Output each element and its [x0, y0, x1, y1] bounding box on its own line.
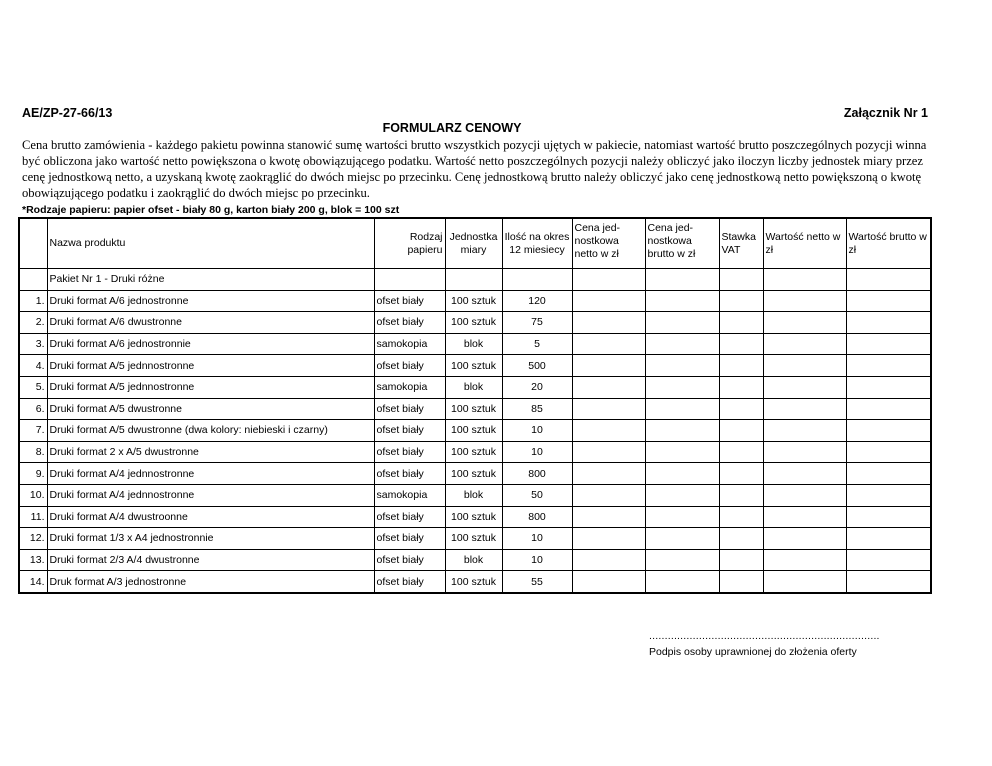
unit-gross-price-cell	[645, 312, 719, 334]
header-unit: Jednostka miary	[445, 218, 502, 269]
package-title: Pakiet Nr 1 - Druki różne	[47, 269, 374, 291]
package-no-cell	[19, 269, 47, 291]
unit-of-measure: 100 sztuk	[445, 441, 502, 463]
paper-type: ofset biały	[374, 355, 445, 377]
paper-type: ofset biały	[374, 463, 445, 485]
paper-type: ofset biały	[374, 290, 445, 312]
unit-net-price-cell	[572, 398, 645, 420]
paper-type: ofset biały	[374, 571, 445, 593]
header-net-value: Wartość netto w zł	[763, 218, 846, 269]
product-name: Druki format 1/3 x A4 jednostronnie	[47, 528, 374, 550]
row-number: 2.	[19, 312, 47, 334]
vat-rate-cell	[719, 528, 763, 550]
signature-label: Podpis osoby uprawnionej do złożenia oferty	[649, 646, 857, 658]
unit-of-measure: blok	[445, 333, 502, 355]
gross-value-cell	[846, 484, 931, 506]
table-row	[19, 312, 931, 334]
quantity: 120	[502, 290, 572, 312]
unit-gross-price-cell	[645, 333, 719, 355]
unit-gross-price-cell	[645, 549, 719, 571]
paper-type: samokopia	[374, 484, 445, 506]
unit-net-price-cell	[572, 441, 645, 463]
vat-rate-cell	[719, 398, 763, 420]
quantity: 50	[502, 484, 572, 506]
unit-gross-price-cell	[645, 376, 719, 398]
paper-type: ofset biały	[374, 398, 445, 420]
vat-rate-cell	[719, 355, 763, 377]
paper-type: ofset biały	[374, 312, 445, 334]
paper-type: ofset biały	[374, 441, 445, 463]
package-empty-cell	[719, 269, 763, 291]
quantity: 55	[502, 571, 572, 593]
header-unit-gross-price: Cena jed-nostkowa brutto w zł	[645, 218, 719, 269]
product-name: Druki format A/5 jednnostronne	[47, 376, 374, 398]
package-empty-cell	[763, 269, 846, 291]
gross-value-cell	[846, 441, 931, 463]
package-row	[19, 269, 931, 291]
vat-rate-cell	[719, 463, 763, 485]
quantity: 20	[502, 376, 572, 398]
vat-rate-cell	[719, 290, 763, 312]
product-name: Druki format A/6 jednostronne	[47, 290, 374, 312]
quantity: 85	[502, 398, 572, 420]
unit-net-price-cell	[572, 463, 645, 485]
unit-of-measure: 100 sztuk	[445, 355, 502, 377]
vat-rate-cell	[719, 333, 763, 355]
unit-net-price-cell	[572, 528, 645, 550]
net-value-cell	[763, 420, 846, 442]
unit-net-price-cell	[572, 571, 645, 593]
table-row	[19, 355, 931, 377]
unit-of-measure: blok	[445, 376, 502, 398]
unit-gross-price-cell	[645, 355, 719, 377]
product-name: Druki format A/5 jednnostronne	[47, 355, 374, 377]
net-value-cell	[763, 290, 846, 312]
net-value-cell	[763, 333, 846, 355]
table-row	[19, 506, 931, 528]
header-unit-net-price: Cena jed-nostkowa netto w zł	[572, 218, 645, 269]
paper-type: ofset biały	[374, 549, 445, 571]
unit-of-measure: blok	[445, 549, 502, 571]
unit-net-price-cell	[572, 549, 645, 571]
vat-rate-cell	[719, 420, 763, 442]
quantity: 10	[502, 528, 572, 550]
form-title: FORMULARZ CENOWY	[382, 121, 522, 135]
row-number: 5.	[19, 376, 47, 398]
paper-type: ofset biały	[374, 506, 445, 528]
package-empty-cell	[374, 269, 445, 291]
paper-type: samokopia	[374, 333, 445, 355]
gross-value-cell	[846, 528, 931, 550]
table-row	[19, 398, 931, 420]
row-number: 8.	[19, 441, 47, 463]
intro-paragraph: Cena brutto zamówienia - każdego pakietu powinna stanowić sumę wartości brutto wszystkich pozycji ujętych w pakiecie, natomiast wartość brutto poszczególnych pozycji winna być obliczona jako wartość netto powiększona o kwotę obowiązującego podatku. Wartość netto poszczególnych pozycji należy obliczyć jako iloczyn liczby jednostek miary przez cenę jednostkową netto, a uzyskaną kwotę zaokrąglić do dwóch miejsc po przecinku. Cenę jednostkową brutto należy obliczyć jako cenę jednostkową netto powiększoną o kwotę obowiązującego podatku i zaokrąglić do dwóch miejsc po przecinku.	[22, 138, 927, 200]
unit-net-price-cell	[572, 484, 645, 506]
product-name: Druk format A/3 jednostronne	[47, 571, 374, 593]
unit-gross-price-cell	[645, 506, 719, 528]
table-row	[19, 290, 931, 312]
package-empty-cell	[445, 269, 502, 291]
vat-rate-cell	[719, 376, 763, 398]
row-number: 4.	[19, 355, 47, 377]
unit-net-price-cell	[572, 333, 645, 355]
package-empty-cell	[502, 269, 572, 291]
gross-value-cell	[846, 571, 931, 593]
unit-gross-price-cell	[645, 420, 719, 442]
net-value-cell	[763, 484, 846, 506]
gross-value-cell	[846, 376, 931, 398]
row-number: 11.	[19, 506, 47, 528]
unit-gross-price-cell	[645, 290, 719, 312]
product-name: Druki format A/4 dwustroonne	[47, 506, 374, 528]
unit-gross-price-cell	[645, 441, 719, 463]
quantity: 800	[502, 506, 572, 528]
unit-of-measure: 100 sztuk	[445, 420, 502, 442]
unit-of-measure: 100 sztuk	[445, 506, 502, 528]
table-row	[19, 463, 931, 485]
row-number: 12.	[19, 528, 47, 550]
net-value-cell	[763, 441, 846, 463]
unit-net-price-cell	[572, 376, 645, 398]
unit-of-measure: 100 sztuk	[445, 398, 502, 420]
table-row	[19, 441, 931, 463]
product-name: Druki format A/5 dwustronne (dwa kolory: niebieski i czarny)	[47, 420, 374, 442]
unit-gross-price-cell	[645, 463, 719, 485]
quantity: 10	[502, 441, 572, 463]
header-quantity: Ilość na okres 12 miesiecy	[502, 218, 572, 269]
paper-type: samokopia	[374, 376, 445, 398]
product-name: Druki format A/6 jednostronnie	[47, 333, 374, 355]
net-value-cell	[763, 355, 846, 377]
row-number: 14.	[19, 571, 47, 593]
row-number: 7.	[19, 420, 47, 442]
unit-of-measure: 100 sztuk	[445, 290, 502, 312]
net-value-cell	[763, 528, 846, 550]
vat-rate-cell	[719, 506, 763, 528]
table-row	[19, 376, 931, 398]
row-number: 9.	[19, 463, 47, 485]
gross-value-cell	[846, 355, 931, 377]
package-empty-cell	[572, 269, 645, 291]
table-row	[19, 549, 931, 571]
unit-net-price-cell	[572, 290, 645, 312]
unit-gross-price-cell	[645, 398, 719, 420]
unit-gross-price-cell	[645, 528, 719, 550]
unit-of-measure: 100 sztuk	[445, 312, 502, 334]
product-name: Druki format A/6 dwustronne	[47, 312, 374, 334]
gross-value-cell	[846, 506, 931, 528]
unit-net-price-cell	[572, 506, 645, 528]
unit-of-measure: blok	[445, 484, 502, 506]
gross-value-cell	[846, 333, 931, 355]
table-row	[19, 528, 931, 550]
gross-value-cell	[846, 549, 931, 571]
header-vat-rate: Stawka VAT	[719, 218, 763, 269]
unit-net-price-cell	[572, 312, 645, 334]
product-name: Druki format A/5 dwustronne	[47, 398, 374, 420]
unit-of-measure: 100 sztuk	[445, 571, 502, 593]
product-name: Druki format 2/3 A/4 dwustronne	[47, 549, 374, 571]
vat-rate-cell	[719, 484, 763, 506]
table-row	[19, 571, 931, 593]
quantity: 75	[502, 312, 572, 334]
gross-value-cell	[846, 463, 931, 485]
row-number: 3.	[19, 333, 47, 355]
vat-rate-cell	[719, 312, 763, 334]
net-value-cell	[763, 571, 846, 593]
price-table	[18, 217, 932, 594]
net-value-cell	[763, 549, 846, 571]
paper-type: ofset biały	[374, 420, 445, 442]
product-name: Druki format 2 x A/5 dwustronne	[47, 441, 374, 463]
product-name: Druki format A/4 jednnostronne	[47, 484, 374, 506]
net-value-cell	[763, 376, 846, 398]
row-number: 13.	[19, 549, 47, 571]
header-paper-type: Rodzaj papieru	[374, 218, 445, 269]
row-number: 6.	[19, 398, 47, 420]
gross-value-cell	[846, 420, 931, 442]
header-product-name: Nazwa produktu	[47, 218, 374, 269]
quantity: 800	[502, 463, 572, 485]
paper-types-note: *Rodzaje papieru: papier ofset - biały 80 g, karton biały 200 g, blok = 100 szt	[22, 204, 400, 216]
quantity: 10	[502, 549, 572, 571]
table-row	[19, 420, 931, 442]
table-header-row	[19, 218, 931, 269]
unit-gross-price-cell	[645, 484, 719, 506]
gross-value-cell	[846, 398, 931, 420]
gross-value-cell	[846, 290, 931, 312]
unit-net-price-cell	[572, 420, 645, 442]
net-value-cell	[763, 398, 846, 420]
net-value-cell	[763, 312, 846, 334]
vat-rate-cell	[719, 549, 763, 571]
unit-of-measure: 100 sztuk	[445, 528, 502, 550]
paper-type: ofset biały	[374, 528, 445, 550]
package-empty-cell	[846, 269, 931, 291]
header-gross-value: Wartość brutto w zł	[846, 218, 931, 269]
row-number: 1.	[19, 290, 47, 312]
net-value-cell	[763, 463, 846, 485]
vat-rate-cell	[719, 441, 763, 463]
table-row	[19, 484, 931, 506]
row-number: 10.	[19, 484, 47, 506]
vat-rate-cell	[719, 571, 763, 593]
unit-gross-price-cell	[645, 571, 719, 593]
unit-net-price-cell	[572, 355, 645, 377]
header-no	[19, 218, 47, 269]
annex-label: Załącznik Nr 1	[843, 106, 928, 120]
product-name: Druki format A/4 jednnostronne	[47, 463, 374, 485]
unit-of-measure: 100 sztuk	[445, 463, 502, 485]
document-id: AE/ZP-27-66/13	[22, 106, 113, 120]
net-value-cell	[763, 506, 846, 528]
gross-value-cell	[846, 312, 931, 334]
table-row	[19, 333, 931, 355]
quantity: 5	[502, 333, 572, 355]
quantity: 500	[502, 355, 572, 377]
signature-line: ..........................................................................	[649, 630, 880, 642]
package-empty-cell	[645, 269, 719, 291]
quantity: 10	[502, 420, 572, 442]
